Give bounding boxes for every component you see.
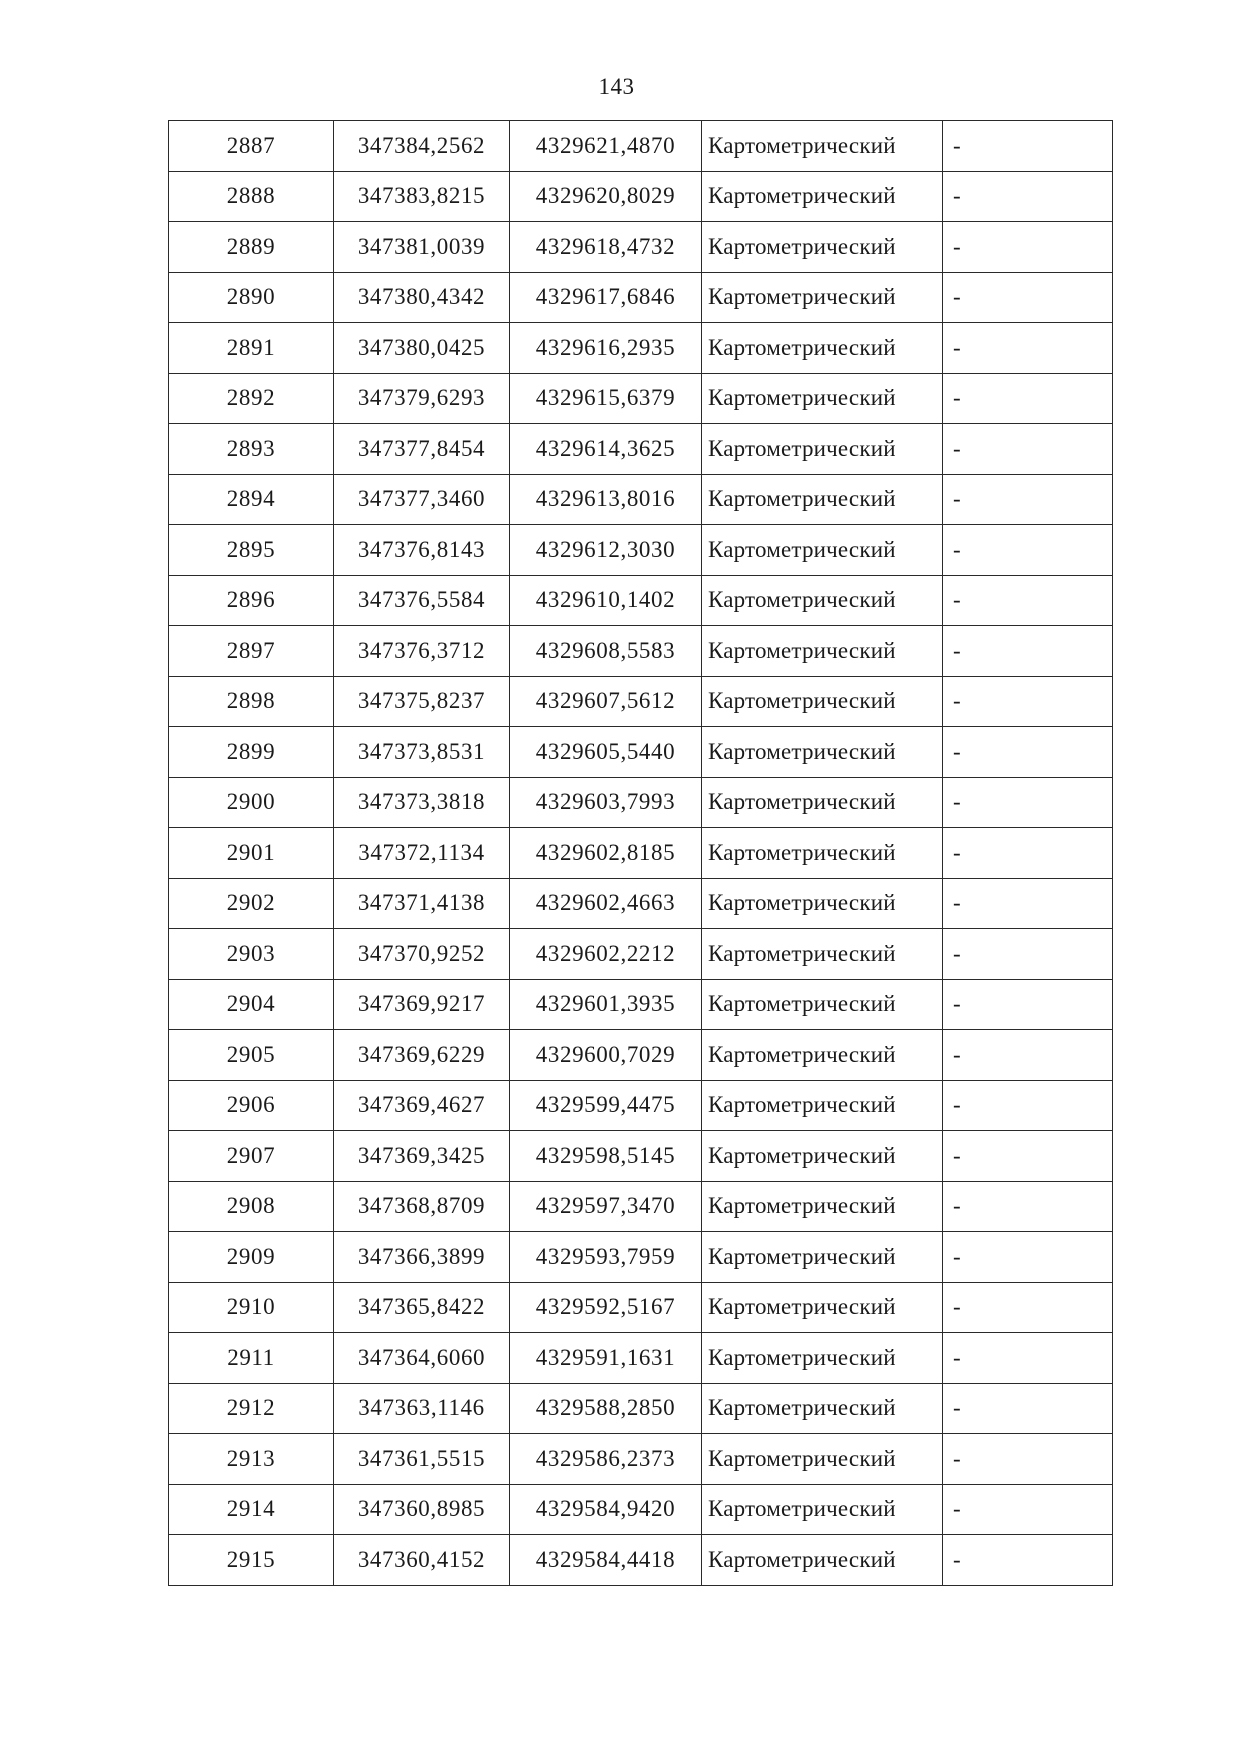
table-row	[169, 1181, 1113, 1232]
method-cell: Картометрический	[702, 929, 943, 980]
x-coordinate-cell: 347381,0039	[334, 222, 510, 273]
method-cell: Картометрический	[702, 727, 943, 778]
note-cell: -	[943, 525, 1113, 576]
method-cell: Картометрический	[702, 1282, 943, 1333]
table-row	[169, 575, 1113, 626]
y-coordinate-cell: 4329617,6846	[510, 272, 702, 323]
method-cell: Картометрический	[702, 474, 943, 525]
table-body	[169, 121, 1113, 1586]
table-row	[169, 1484, 1113, 1535]
point-number-cell: 2905	[169, 1030, 334, 1081]
point-number-cell: 2904	[169, 979, 334, 1030]
method-cell: Картометрический	[702, 777, 943, 828]
note-cell: -	[943, 424, 1113, 475]
y-coordinate-cell: 4329586,2373	[510, 1434, 702, 1485]
note-cell: -	[943, 1232, 1113, 1283]
y-coordinate-cell: 4329621,4870	[510, 121, 702, 172]
y-coordinate-cell: 4329608,5583	[510, 626, 702, 677]
x-coordinate-cell: 347376,5584	[334, 575, 510, 626]
method-cell: Картометрический	[702, 171, 943, 222]
y-coordinate-cell: 4329618,4732	[510, 222, 702, 273]
page-number: 143	[598, 74, 635, 99]
method-cell: Картометрический	[702, 1535, 943, 1586]
point-number-cell: 2891	[169, 323, 334, 374]
x-coordinate-cell: 347377,3460	[334, 474, 510, 525]
point-number-cell: 2901	[169, 828, 334, 879]
point-number-cell: 2911	[169, 1333, 334, 1384]
table-row	[169, 1383, 1113, 1434]
table-row	[169, 1080, 1113, 1131]
note-cell: -	[943, 575, 1113, 626]
table-row	[169, 727, 1113, 778]
point-number-cell: 2899	[169, 727, 334, 778]
y-coordinate-cell: 4329597,3470	[510, 1181, 702, 1232]
method-cell: Картометрический	[702, 1181, 943, 1232]
y-coordinate-cell: 4329602,4663	[510, 878, 702, 929]
note-cell: -	[943, 1131, 1113, 1182]
x-coordinate-cell: 347384,2562	[334, 121, 510, 172]
point-number-cell: 2900	[169, 777, 334, 828]
method-cell: Картометрический	[702, 1232, 943, 1283]
table-row	[169, 777, 1113, 828]
table-row	[169, 676, 1113, 727]
table-row	[169, 1535, 1113, 1586]
method-cell: Картометрический	[702, 222, 943, 273]
table-row	[169, 1282, 1113, 1333]
y-coordinate-cell: 4329600,7029	[510, 1030, 702, 1081]
x-coordinate-cell: 347368,8709	[334, 1181, 510, 1232]
y-coordinate-cell: 4329593,7959	[510, 1232, 702, 1283]
point-number-cell: 2909	[169, 1232, 334, 1283]
y-coordinate-cell: 4329598,5145	[510, 1131, 702, 1182]
table-row	[169, 424, 1113, 475]
x-coordinate-cell: 347369,9217	[334, 979, 510, 1030]
method-cell: Картометрический	[702, 1131, 943, 1182]
method-cell: Картометрический	[702, 373, 943, 424]
y-coordinate-cell: 4329599,4475	[510, 1080, 702, 1131]
note-cell: -	[943, 626, 1113, 677]
x-coordinate-cell: 347363,1146	[334, 1383, 510, 1434]
coordinates-table	[168, 120, 1113, 1586]
x-coordinate-cell: 347371,4138	[334, 878, 510, 929]
point-number-cell: 2889	[169, 222, 334, 273]
x-coordinate-cell: 347377,8454	[334, 424, 510, 475]
method-cell: Картометрический	[702, 979, 943, 1030]
point-number-cell: 2895	[169, 525, 334, 576]
table-row	[169, 525, 1113, 576]
note-cell: -	[943, 929, 1113, 980]
table-row	[169, 373, 1113, 424]
y-coordinate-cell: 4329612,3030	[510, 525, 702, 576]
x-coordinate-cell: 347361,5515	[334, 1434, 510, 1485]
y-coordinate-cell: 4329601,3935	[510, 979, 702, 1030]
x-coordinate-cell: 347376,8143	[334, 525, 510, 576]
point-number-cell: 2897	[169, 626, 334, 677]
point-number-cell: 2912	[169, 1383, 334, 1434]
method-cell: Картометрический	[702, 121, 943, 172]
point-number-cell: 2906	[169, 1080, 334, 1131]
x-coordinate-cell: 347380,4342	[334, 272, 510, 323]
y-coordinate-cell: 4329610,1402	[510, 575, 702, 626]
y-coordinate-cell: 4329602,2212	[510, 929, 702, 980]
note-cell: -	[943, 121, 1113, 172]
y-coordinate-cell: 4329620,8029	[510, 171, 702, 222]
y-coordinate-cell: 4329602,8185	[510, 828, 702, 879]
note-cell: -	[943, 1535, 1113, 1586]
point-number-cell: 2890	[169, 272, 334, 323]
table-row	[169, 272, 1113, 323]
note-cell: -	[943, 676, 1113, 727]
y-coordinate-cell: 4329591,1631	[510, 1333, 702, 1384]
table-row	[169, 1232, 1113, 1283]
x-coordinate-cell: 347379,6293	[334, 373, 510, 424]
x-coordinate-cell: 347380,0425	[334, 323, 510, 374]
x-coordinate-cell: 347366,3899	[334, 1232, 510, 1283]
note-cell: -	[943, 323, 1113, 374]
y-coordinate-cell: 4329607,5612	[510, 676, 702, 727]
x-coordinate-cell: 347372,1134	[334, 828, 510, 879]
note-cell: -	[943, 171, 1113, 222]
note-cell: -	[943, 373, 1113, 424]
note-cell: -	[943, 878, 1113, 929]
method-cell: Картометрический	[702, 1080, 943, 1131]
y-coordinate-cell: 4329613,8016	[510, 474, 702, 525]
method-cell: Картометрический	[702, 676, 943, 727]
point-number-cell: 2913	[169, 1434, 334, 1485]
x-coordinate-cell: 347373,3818	[334, 777, 510, 828]
table-row	[169, 929, 1113, 980]
y-coordinate-cell: 4329603,7993	[510, 777, 702, 828]
method-cell: Картометрический	[702, 1434, 943, 1485]
point-number-cell: 2896	[169, 575, 334, 626]
note-cell: -	[943, 1383, 1113, 1434]
table-row	[169, 626, 1113, 677]
method-cell: Картометрический	[702, 323, 943, 374]
point-number-cell: 2915	[169, 1535, 334, 1586]
note-cell: -	[943, 777, 1113, 828]
note-cell: -	[943, 1333, 1113, 1384]
point-number-cell: 2902	[169, 878, 334, 929]
method-cell: Картометрический	[702, 1383, 943, 1434]
y-coordinate-cell: 4329605,5440	[510, 727, 702, 778]
method-cell: Картометрический	[702, 1484, 943, 1535]
point-number-cell: 2908	[169, 1181, 334, 1232]
x-coordinate-cell: 347370,9252	[334, 929, 510, 980]
note-cell: -	[943, 474, 1113, 525]
y-coordinate-cell: 4329592,5167	[510, 1282, 702, 1333]
method-cell: Картометрический	[702, 1030, 943, 1081]
method-cell: Картометрический	[702, 272, 943, 323]
table-row	[169, 222, 1113, 273]
method-cell: Картометрический	[702, 828, 943, 879]
method-cell: Картометрический	[702, 1333, 943, 1384]
x-coordinate-cell: 347360,8985	[334, 1484, 510, 1535]
y-coordinate-cell: 4329615,6379	[510, 373, 702, 424]
y-coordinate-cell: 4329584,4418	[510, 1535, 702, 1586]
table-row	[169, 1030, 1113, 1081]
method-cell: Картометрический	[702, 626, 943, 677]
table-row	[169, 1333, 1113, 1384]
point-number-cell: 2910	[169, 1282, 334, 1333]
table-row	[169, 1434, 1113, 1485]
table-row	[169, 121, 1113, 172]
y-coordinate-cell: 4329616,2935	[510, 323, 702, 374]
x-coordinate-cell: 347364,6060	[334, 1333, 510, 1384]
point-number-cell: 2892	[169, 373, 334, 424]
x-coordinate-cell: 347375,8237	[334, 676, 510, 727]
x-coordinate-cell: 347360,4152	[334, 1535, 510, 1586]
x-coordinate-cell: 347383,8215	[334, 171, 510, 222]
method-cell: Картометрический	[702, 424, 943, 475]
point-number-cell: 2894	[169, 474, 334, 525]
note-cell: -	[943, 272, 1113, 323]
method-cell: Картометрический	[702, 878, 943, 929]
x-coordinate-cell: 347369,6229	[334, 1030, 510, 1081]
point-number-cell: 2914	[169, 1484, 334, 1535]
point-number-cell: 2893	[169, 424, 334, 475]
x-coordinate-cell: 347369,4627	[334, 1080, 510, 1131]
table-row	[169, 171, 1113, 222]
table-row	[169, 1131, 1113, 1182]
note-cell: -	[943, 1484, 1113, 1535]
note-cell: -	[943, 1181, 1113, 1232]
method-cell: Картометрический	[702, 575, 943, 626]
note-cell: -	[943, 1282, 1113, 1333]
method-cell: Картометрический	[702, 525, 943, 576]
note-cell: -	[943, 828, 1113, 879]
point-number-cell: 2898	[169, 676, 334, 727]
point-number-cell: 2903	[169, 929, 334, 980]
note-cell: -	[943, 1434, 1113, 1485]
note-cell: -	[943, 1030, 1113, 1081]
x-coordinate-cell: 347365,8422	[334, 1282, 510, 1333]
table-row	[169, 474, 1113, 525]
table-row	[169, 323, 1113, 374]
note-cell: -	[943, 222, 1113, 273]
note-cell: -	[943, 979, 1113, 1030]
y-coordinate-cell: 4329588,2850	[510, 1383, 702, 1434]
table-row	[169, 828, 1113, 879]
y-coordinate-cell: 4329614,3625	[510, 424, 702, 475]
x-coordinate-cell: 347373,8531	[334, 727, 510, 778]
point-number-cell: 2888	[169, 171, 334, 222]
table-row	[169, 979, 1113, 1030]
note-cell: -	[943, 1080, 1113, 1131]
point-number-cell: 2887	[169, 121, 334, 172]
x-coordinate-cell: 347369,3425	[334, 1131, 510, 1182]
point-number-cell: 2907	[169, 1131, 334, 1182]
x-coordinate-cell: 347376,3712	[334, 626, 510, 677]
y-coordinate-cell: 4329584,9420	[510, 1484, 702, 1535]
note-cell: -	[943, 727, 1113, 778]
table-row	[169, 878, 1113, 929]
